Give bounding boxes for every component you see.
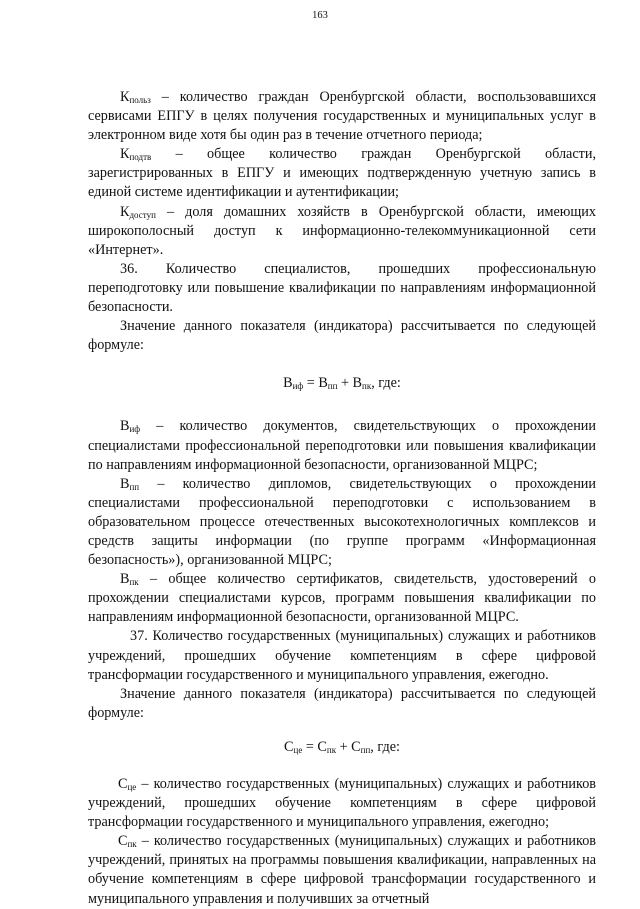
- page-number: 163: [312, 10, 328, 21]
- definition-v-pp: $В_{пп}$ – количество дипломов, свидетельствующих о прохождении специалистами профессиональной переподготовки с использованием в образовательном процессе отечественных высокотехнологичных комплексов и средств защиты информации (по группе программ «Информационная безопасность»), организованной МЦРС;: [88, 475, 596, 569]
- formula-intro: Значение данного показателя (индикатора) рассчитывается по следующей формуле:: [88, 685, 596, 721]
- indicator-37-heading: 37. Количество государственных (муниципальных) служащих и работников учреждений, прошедших обучение компетенциям в сфере цифровой трансформации государственного и муниципального управления, ежегодно.: [88, 628, 596, 683]
- definition-k-dostup: $К_{доступ}$ – доля домашних хозяйств в Оренбургской области, имеющих широкополосный доступ к информационно-телекоммуникационной сети «Интернет».: [88, 203, 596, 258]
- definition-k-podtv: $К_{подтв}$ – общее количество граждан Оренбургской области, зарегистрированных в ЕПГУ и имеющих подтвержденную учетную запись в единой системе идентификации и аутентификации;: [88, 146, 596, 201]
- definition-v-pk: $В_{пк}$ – общее количество сертификатов, свидетельств, удостоверений о прохождении специалистами курсов, программ повышения квалификации по направлениям информационной безопасности, организованной МЦРС.: [88, 571, 596, 626]
- formula-s-tse: $С_{це} = С_{пк} + С_{пп}$, где:: [284, 738, 400, 755]
- document-body: [88, 88, 596, 909]
- definition-k-polz: $К_{польз}$ – количество граждан Оренбургской области, воспользовавшихся сервисами ЕПГУ в целях получения государственных и муниципальных услуг в электронном виде хотя бы один раз в течение отчетного периода;: [88, 89, 596, 144]
- formula-intro: Значение данного показателя (индикатора) рассчитывается по следующей формуле:: [88, 318, 596, 354]
- indicator-36-heading: 36. Количество специалистов, прошедших профессиональную переподготовку или повышение квалификации по направлениям информационной безопасности.: [88, 260, 596, 316]
- definition-v-if: $В_{иф}$ – количество документов, свидетельствующих о прохождении специалистами профессиональной переподготовки или повышения квалификации по направлениям информационной безопасности, организованной МЦРС;: [88, 418, 596, 473]
- definition-s-pk: $С_{пк}$ – количество государственных (муниципальных) служащих и работников учреждений, принятых на программы повышения квалификации, направленных на обучение компетенциям в сфере цифровой трансформации государственного и муниципального управления и получивших за отчетный: [88, 833, 596, 907]
- formula-v-if: $В_{иф} = В_{пп} + В_{пк}$, где:: [283, 375, 401, 392]
- definition-s-tse: $С_{це}$ – количество государственных (муниципальных) служащих и работников учреждений, прошедших обучение компетенциям в сфере цифровой трансформации государственного и муниципального управления, ежегодно;: [88, 776, 596, 831]
